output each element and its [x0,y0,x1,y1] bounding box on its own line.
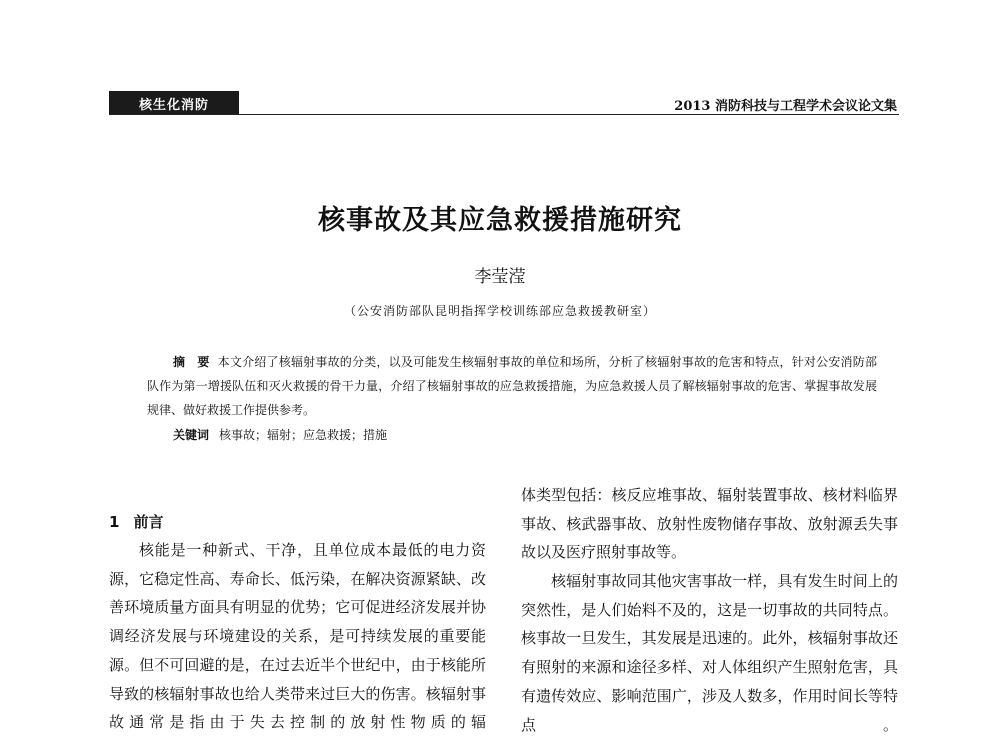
abstract-label: 摘 要 [173,355,210,369]
section-title: 前言 [133,513,164,531]
keywords-label: 关键词 [173,428,210,442]
section-heading [109,508,486,536]
right-paragraph-1: 体类型包括：核反应堆事故、辐射装置事故、核材料临界事故、核武器事故、放射性废物储存事故、放射源丢失事故以及医疗照射事故等。 [521,486,898,562]
author-name: 李莹滢 [474,267,526,287]
keywords-text: 核事故；辐射；应急救援；措施 [219,428,388,442]
header-divider [109,114,899,115]
right-column [521,481,898,739]
section-paragraph: 核能是一种新式、干净，且单位成本最低的电力资源，它稳定性高、寿命长、低污染，在解决资源紧缺、改善环境质量方面具有明显的优势；它可促进经济发展并协调经济发展与环境建设的关系，是可持续发展的重要能源。但不可回避的是，在过去近半个世纪中，由于核能所导致的核辐射事故也给人类带来过巨大的伤害。核辐射事故通常是指由于失去控制的放射性物质的辐 [109,541,486,732]
proceedings-title: 2013 消防科技与工程学术会议论文集 [674,99,897,114]
abstract [147,350,877,422]
right-paragraph-2: 核辐射事故同其他灾害事故一样，具有发生时间上的突然性，是人们始料不及的，这是一切事故的共同特点。核事故一旦发生，其发展是迅速的。此外，核辐射事故还有照射的来源和途径多样、对人体组织产生照射危害，具有遗传效应、影响范围广，涉及人数多，作用时间长等特点。 [521,572,898,734]
section-tag: 核生化消防 [109,91,239,115]
author-affiliation: （公安消防部队昆明指挥学校训练部应急救援教研室） [343,304,656,318]
keywords [173,426,387,443]
abstract-text: 本文介绍了核辐射事故的分类，以及可能发生核辐射事故的单位和场所，分析了核辐射事故的危害和特点，针对公安消防部队作为第一增援队伍和灭火救援的骨干力量，介绍了核辐射事故的应急救援措施，为应急救援人员了解核辐射事故的危害、掌握事故发展规律、做好救援工作提供参考。 [147,355,877,417]
left-column [109,508,486,737]
article-title: 核事故及其应急救援措施研究 [318,205,682,236]
section-number: 1 [109,513,120,531]
